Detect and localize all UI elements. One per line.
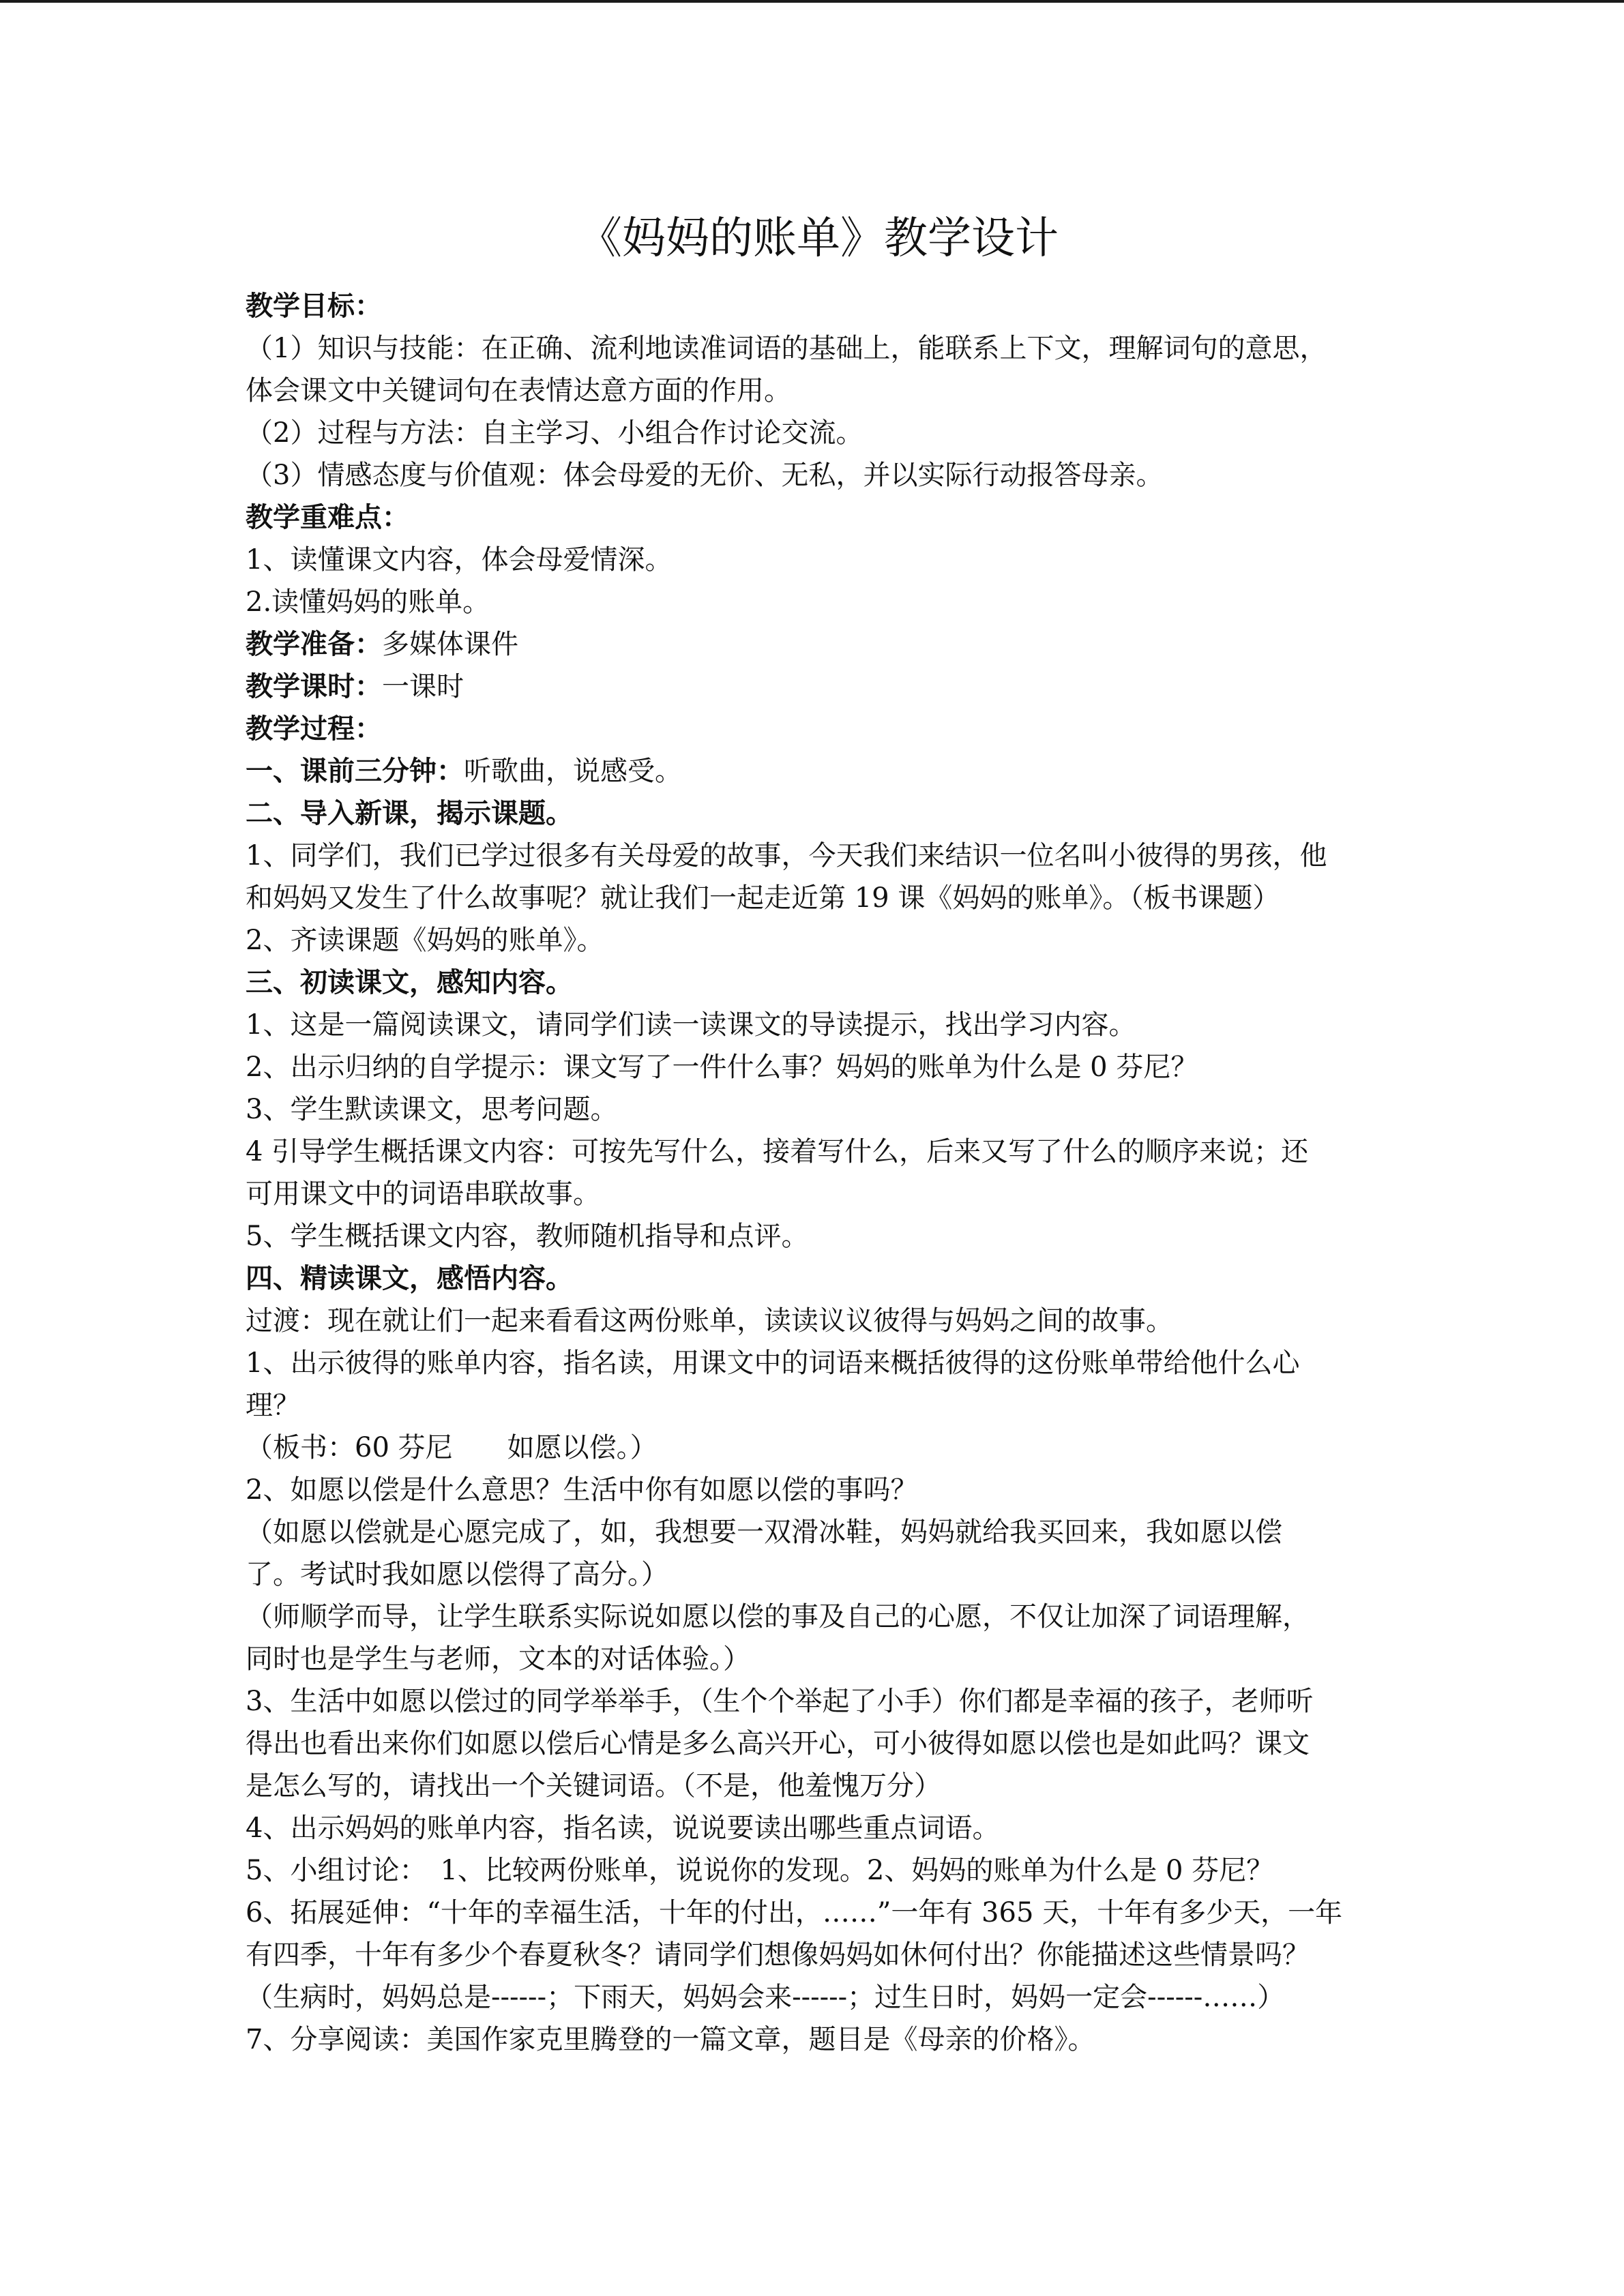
line-text: 同时也是学生与老师，文本的对话体验。） <box>246 1643 750 1675</box>
text-line <box>246 835 1391 877</box>
text-line <box>246 1723 1391 1765</box>
line-text: 和妈妈又发生了什么故事呢？就让我们一起走近第 19 课《妈妈的账单》。（板书课题） <box>246 882 1280 914</box>
text-line <box>246 961 1391 1004</box>
text-line <box>246 1131 1391 1173</box>
text-line <box>246 877 1391 919</box>
line-text: 1、同学们，我们已学过很多有关母爱的故事，今天我们来结识一位名叫小彼得的男孩，他 <box>246 840 1327 871</box>
document-page <box>246 205 1391 2061</box>
line-text: （板书：60 芬尼 如愿以偿。） <box>246 1432 658 1463</box>
text-line <box>246 1892 1391 1934</box>
line-text: 4、出示妈妈的账单内容，指名读，说说要读出哪些重点词语。 <box>246 1813 1000 1844</box>
heading-label: 教学过程： <box>246 713 382 745</box>
text-line <box>246 1807 1391 1849</box>
heading-label: 三、初读课文，感知内容。 <box>246 966 573 998</box>
text-line <box>246 1257 1391 1300</box>
text-line <box>246 1553 1391 1596</box>
heading-label: 教学目标： <box>246 290 382 322</box>
text-line <box>246 1088 1391 1131</box>
line-text: （3）情感态度与价值观：体会母爱的无价、无私，并以实际行动报答母亲。 <box>246 460 1164 491</box>
line-text: 7、分享阅读：美国作家克里腾登的一篇文章，题目是《母亲的价格》。 <box>246 2024 1095 2055</box>
line-text: 4 引导学生概括课文内容：可按先写什么，接着写什么，后来又写了什么的顺序来说；还 <box>246 1136 1309 1167</box>
text-line <box>246 327 1391 370</box>
document-body <box>246 285 1391 2061</box>
text-line <box>246 1173 1391 1215</box>
document-title: 《妈妈的账单》教学设计 <box>578 213 1059 264</box>
line-text: 1、这是一篇阅读课文，请同学们读一读课文的导读提示，找出学习内容。 <box>246 1009 1136 1041</box>
top-border-rule <box>0 0 1624 3</box>
line-text: 体会课文中关键词句在表情达意方面的作用。 <box>246 375 791 406</box>
line-text: 是怎么写的，请找出一个关键词语。（不是，他羞愧万分） <box>246 1770 941 1802</box>
line-text: 一课时 <box>382 671 464 702</box>
heading-label: 二、导入新课，揭示课题。 <box>246 797 573 829</box>
text-line <box>246 1680 1391 1723</box>
text-line <box>246 2018 1391 2061</box>
heading-label: 教学课时： <box>246 670 382 702</box>
text-line <box>246 919 1391 961</box>
line-text: （如愿以偿就是心愿完成了，如，我想要一双滑冰鞋，妈妈就给我买回来，我如愿以偿 <box>246 1517 1282 1548</box>
line-text: 多媒体课件 <box>382 629 518 660</box>
line-text: 5、学生概括课文内容，教师随机指导和点评。 <box>246 1221 809 1252</box>
text-line <box>246 454 1391 496</box>
heading-label: 教学重难点： <box>246 501 409 533</box>
text-line <box>246 1765 1391 1807</box>
line-text: 过渡：现在就让们一起来看看这两份账单，读读议议彼得与妈妈之间的故事。 <box>246 1305 1173 1337</box>
text-line <box>246 1469 1391 1511</box>
text-line <box>246 1596 1391 1638</box>
line-text: 了。考试时我如愿以偿得了高分。） <box>246 1559 668 1590</box>
text-line <box>246 412 1391 454</box>
heading-label: 教学准备： <box>246 628 382 660</box>
text-line <box>246 496 1391 539</box>
line-text: 1、出示彼得的账单内容，指名读，用课文中的词语来概括彼得的这份账单带给他什么心 <box>246 1347 1300 1379</box>
text-line <box>246 370 1391 412</box>
text-line <box>246 1511 1391 1553</box>
text-line <box>246 539 1391 581</box>
line-text: 1、读懂课文内容，体会母爱情深。 <box>246 544 673 576</box>
text-line <box>246 708 1391 750</box>
text-line <box>246 1300 1391 1342</box>
line-text: （1）知识与技能：在正确、流利地读准词语的基础上，能联系上下文，理解词句的意思， <box>246 333 1327 364</box>
text-line <box>246 623 1391 666</box>
line-text: 有四季，十年有多少个春夏秋冬？请同学们想像妈妈如休何付出？你能描述这些情景吗？ <box>246 1939 1310 1971</box>
line-text: 2、出示归纳的自学提示：课文写了一件什么事？妈妈的账单为什么是 0 芬尼？ <box>246 1052 1198 1083</box>
text-line <box>246 750 1391 792</box>
text-line <box>246 1849 1391 1892</box>
text-line <box>246 285 1391 327</box>
line-text: 5、小组讨论： 1、比较两份账单，说说你的发现。2、妈妈的账单为什么是 0 芬尼？ <box>246 1855 1274 1886</box>
text-line <box>246 1384 1391 1427</box>
text-line <box>246 1934 1391 1976</box>
line-text: 2、如愿以偿是什么意思？生活中你有如愿以偿的事吗？ <box>246 1474 918 1506</box>
text-line <box>246 792 1391 835</box>
text-line <box>246 666 1391 708</box>
text-line <box>246 581 1391 623</box>
line-text: 可用课文中的词语串联故事。 <box>246 1178 600 1210</box>
line-text: 3、生活中如愿以偿过的同学举举手，（生个个举起了小手）你们都是幸福的孩子，老师听 <box>246 1686 1314 1717</box>
line-text: 6、拓展延伸：“十年的幸福生活，十年的付出，……”一年有 365 天，十年有多少天，一年 <box>246 1897 1343 1928</box>
text-line <box>246 1638 1391 1680</box>
line-text: 2.读懂妈妈的账单。 <box>246 586 490 618</box>
heading-label: 四、精读课文，感悟内容。 <box>246 1262 573 1294</box>
line-text: 理？ <box>246 1390 300 1421</box>
text-line <box>246 1976 1391 2018</box>
text-line <box>246 1427 1391 1469</box>
text-line <box>246 1342 1391 1384</box>
text-line <box>246 1215 1391 1257</box>
line-text: 听歌曲，说感受。 <box>464 756 682 787</box>
heading-label: 一、课前三分钟： <box>246 755 464 787</box>
line-text: 2、齐读课题《妈妈的账单》。 <box>246 925 604 956</box>
line-text: （生病时，妈妈总是------；下雨天，妈妈会来------；过生日时，妈妈一定会------……） <box>246 1982 1285 2013</box>
line-text: 3、学生默读课文，思考问题。 <box>246 1094 618 1125</box>
line-text: （师顺学而导，让学生联系实际说如愿以偿的事及自己的心愿，不仅让加深了词语理解， <box>246 1601 1310 1632</box>
line-text: （2）过程与方法：自主学习、小组合作讨论交流。 <box>246 417 863 449</box>
line-text: 得出也看出来你们如愿以偿后心情是多么高兴开心，可小彼得如愿以偿也是如此吗？课文 <box>246 1728 1310 1759</box>
text-line <box>246 1046 1391 1088</box>
text-line <box>246 1004 1391 1046</box>
